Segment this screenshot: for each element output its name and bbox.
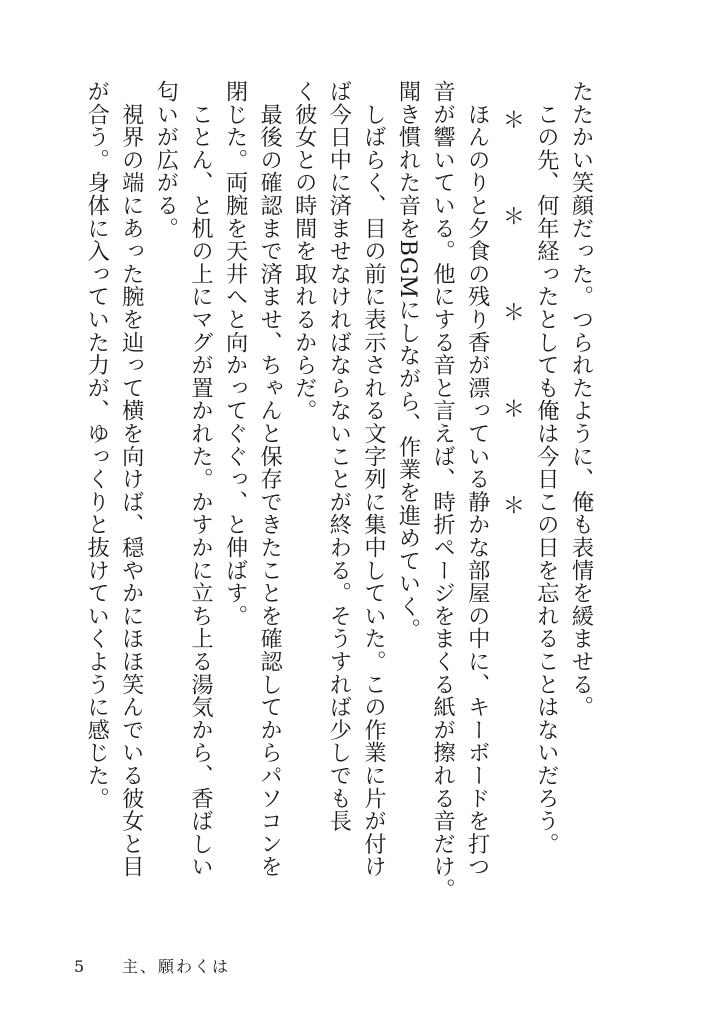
text-column: 音が響いている。他にする音と言えば、時折ページをまくる紙が擦れる音だけ。 (429, 80, 456, 901)
page-number: 5 (74, 957, 85, 976)
text-column: 閉じた。両腕を天井へと向かってぐぐっ、と伸ばす。 (222, 80, 249, 628)
text-column: く彼女との時間を取れるからだ。 (291, 80, 318, 422)
text-column: ば今日中に済ませなければならないことが終わる。そうすれば少しでも長 (325, 80, 352, 833)
text-column: ことん、と机の上にマグが置かれた。かすかに立ち上る湯気から、香ばしい (187, 80, 214, 878)
body-text (79, 80, 598, 980)
text-column: ほんのりと夕食の残り香が漂っている静かな部屋の中に、キーボードを打つ (464, 80, 491, 878)
text-column: 視界の端にあった腕を辿って横を向けば、穏やかにほほ笑んでいる彼女と目 (118, 80, 145, 878)
text-column: しばらく、目の前に表示される文字列に集中していた。この作業に片が付け (360, 80, 387, 878)
text-column: 匂いが広がる。 (152, 80, 179, 240)
text-column: たたかい笑顔だった。つられたように、俺も表情を緩ませる。 (568, 80, 594, 719)
text-column: 聞き慣れた音をBGMにしながら、作業を進めていく。 (395, 80, 422, 641)
text-column: 最後の確認まで済ませ、ちゃんと保存できたことを確認してからパソコンを (256, 80, 283, 878)
text-column: が合う。身体に入っていた力が、ゆっくりと抜けていくように感じた。 (83, 80, 110, 810)
page-footer (74, 954, 230, 977)
section-break: ＊ ＊ ＊ ＊ ＊ (498, 108, 525, 542)
book-title: 主、願わくは (122, 957, 231, 976)
text-column: この先、何年経ったとしても俺は今日この日を忘れることはないだろう。 (533, 80, 560, 856)
